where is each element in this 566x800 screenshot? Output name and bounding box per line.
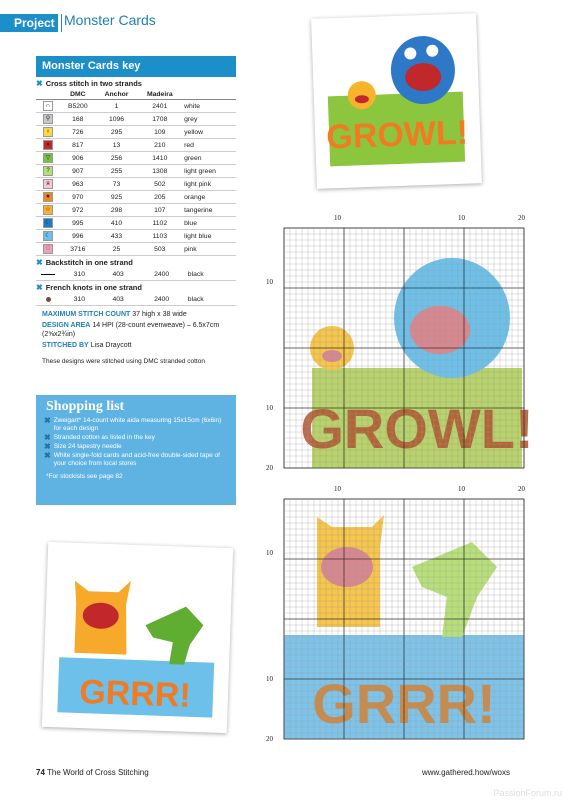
growl-card-photo bbox=[311, 13, 482, 189]
key-table bbox=[36, 90, 236, 256]
symbol-swatch: я bbox=[43, 179, 53, 189]
item-text: Size 24 tapestry needle bbox=[53, 443, 122, 450]
stockists-note: *For stockists see page 82 bbox=[46, 473, 123, 480]
symbol-swatch: ☆ bbox=[43, 205, 53, 215]
symbol-swatch: ★ bbox=[43, 192, 53, 202]
chart2-top-10b: 10 bbox=[458, 485, 465, 493]
design-info bbox=[42, 310, 242, 368]
key-row bbox=[36, 243, 236, 256]
msc-label: MAXIMUM STITCH COUNT bbox=[42, 311, 131, 318]
backstitch-label: Backstitch in one strand bbox=[45, 258, 133, 267]
dmc-code: 996 bbox=[60, 230, 96, 243]
cross-icon: ✖ bbox=[44, 416, 51, 425]
page-footer-left bbox=[36, 768, 149, 777]
madeira-code: 1103 bbox=[137, 230, 182, 243]
page-number: 74 bbox=[36, 768, 45, 777]
list-item bbox=[44, 452, 228, 468]
french-knot-heading bbox=[36, 281, 236, 294]
cross-icon: ✖ bbox=[36, 258, 43, 267]
cross-stitch-heading bbox=[36, 77, 236, 90]
anchor-code: 13 bbox=[96, 139, 138, 152]
madeira-code: 210 bbox=[137, 139, 182, 152]
french-knot-label: French knots in one strand bbox=[45, 283, 142, 292]
symbol-swatch: ♀ bbox=[43, 127, 53, 137]
chart2-top-20: 20 bbox=[518, 485, 525, 493]
chart2-top-10a: 10 bbox=[334, 485, 341, 493]
anchor-code: 25 bbox=[96, 243, 138, 256]
madeira-code: 503 bbox=[137, 243, 182, 256]
item-text: Zweigart* 14-count white aida measuring 15x15cm (6x6in) for each design bbox=[53, 417, 222, 432]
madeira-code: 109 bbox=[137, 126, 182, 139]
backstitch-symbol bbox=[36, 269, 60, 281]
backstitch-table bbox=[36, 269, 236, 281]
dmc-code: 907 bbox=[60, 165, 96, 178]
bs-name: black bbox=[186, 269, 236, 281]
cross-icon: ✖ bbox=[44, 442, 51, 451]
growl-chart-grid bbox=[272, 218, 534, 473]
chart2-letters: GRRR! bbox=[312, 672, 496, 735]
list-item bbox=[44, 417, 228, 433]
item-text: White single-fold cards and acid-free double-sided tape of your choice from local stores bbox=[53, 452, 220, 467]
madeira-code: 1102 bbox=[137, 217, 182, 230]
name-header bbox=[182, 90, 236, 100]
growl-chart bbox=[266, 214, 534, 473]
colour-name: pink bbox=[182, 243, 236, 256]
key-row bbox=[36, 139, 236, 152]
footer-url: www.gathered.how/woxs bbox=[421, 768, 510, 777]
thread-symbol bbox=[36, 126, 60, 139]
madeira-code: 1708 bbox=[137, 113, 182, 126]
colour-name: green bbox=[182, 152, 236, 165]
cross-icon: ✖ bbox=[44, 451, 51, 460]
header-divider bbox=[61, 14, 62, 32]
card2-letters: GRRR! bbox=[78, 673, 192, 715]
dmc-code: B5200 bbox=[60, 100, 96, 113]
msc-value: 37 high x 38 wide bbox=[132, 311, 187, 318]
grrr-chart-grid bbox=[272, 487, 534, 745]
chart1-top-10a: 10 bbox=[334, 214, 341, 222]
design-area-label: DESIGN AREA bbox=[42, 322, 91, 329]
madeira-code: 2401 bbox=[137, 100, 182, 113]
fk-anchor: 403 bbox=[99, 294, 138, 306]
shopping-list bbox=[36, 395, 236, 505]
anchor-code: 73 bbox=[96, 178, 138, 191]
dmc-code: 972 bbox=[60, 204, 96, 217]
page-title: Monster Cards bbox=[64, 12, 156, 28]
chart1-top-10b: 10 bbox=[458, 214, 465, 222]
bs-anchor: 403 bbox=[99, 269, 138, 281]
symbol-swatch: ▽ bbox=[43, 153, 53, 163]
item-text: Stranded cotton as listed in the key bbox=[53, 434, 155, 441]
list-item bbox=[44, 443, 228, 451]
stitched-by-label: STITCHED BY bbox=[42, 342, 89, 349]
magazine-name: The World of Cross Stitching bbox=[46, 768, 149, 777]
grid-lines bbox=[284, 499, 524, 739]
key-row bbox=[36, 100, 236, 113]
thread-symbol bbox=[36, 204, 60, 217]
colour-name: grey bbox=[182, 113, 236, 126]
key-row bbox=[36, 178, 236, 191]
line-icon bbox=[41, 274, 55, 275]
key-row bbox=[36, 165, 236, 178]
fk-name: black bbox=[186, 294, 236, 306]
key-row bbox=[36, 204, 236, 217]
key-title: Monster Cards key bbox=[36, 56, 236, 77]
design-area-value: 14 HPI (28-count evenweave) – 6.5x7cm (2⅝x2¾in) bbox=[42, 322, 220, 338]
thread-symbol bbox=[36, 113, 60, 126]
anchor-code: 295 bbox=[96, 126, 138, 139]
symbol-swatch: ∩ bbox=[43, 101, 53, 111]
anchor-header: Anchor bbox=[96, 90, 138, 100]
thread-symbol bbox=[36, 217, 60, 230]
fk-madeira: 2400 bbox=[138, 294, 186, 306]
cross-stitch-label: Cross stitch in two strands bbox=[45, 79, 142, 88]
thread-symbol bbox=[36, 100, 60, 113]
dmc-header: DMC bbox=[60, 90, 96, 100]
dmc-code: 726 bbox=[60, 126, 96, 139]
symbol-swatch: ⚲ bbox=[43, 114, 53, 124]
growl-card-art bbox=[311, 13, 482, 189]
key-row bbox=[36, 126, 236, 139]
key-panel bbox=[36, 56, 236, 306]
grrr-card-photo bbox=[42, 542, 233, 733]
madeira-code: 107 bbox=[137, 204, 182, 217]
dmc-code: 963 bbox=[60, 178, 96, 191]
colour-name: light blue bbox=[182, 230, 236, 243]
grid-lines bbox=[284, 228, 524, 468]
anchor-code: 256 bbox=[96, 152, 138, 165]
symbol-swatch: ? bbox=[43, 166, 53, 176]
colour-name: orange bbox=[182, 191, 236, 204]
dot-icon bbox=[46, 297, 51, 302]
shopping-items bbox=[36, 417, 236, 468]
thread-symbol bbox=[36, 230, 60, 243]
grrr-chart bbox=[266, 485, 534, 745]
thread-note: These designs were stitched using DMC stranded cotton bbox=[42, 358, 205, 365]
madeira-code: 502 bbox=[137, 178, 182, 191]
bs-dmc: 310 bbox=[60, 269, 99, 281]
key-row bbox=[36, 191, 236, 204]
bs-madeira: 2400 bbox=[138, 269, 186, 281]
madeira-header: Madeira bbox=[137, 90, 182, 100]
colour-name: light green bbox=[182, 165, 236, 178]
green-monster bbox=[144, 605, 204, 665]
chart1-letters: GROWL! bbox=[300, 397, 534, 460]
cross-icon: ✖ bbox=[36, 283, 43, 292]
chart2-left-20: 20 bbox=[266, 735, 273, 743]
madeira-code: 1308 bbox=[137, 165, 182, 178]
sym-header bbox=[36, 90, 60, 100]
french-knot-symbol bbox=[36, 294, 60, 306]
dmc-code: 168 bbox=[60, 113, 96, 126]
thread-symbol bbox=[36, 178, 60, 191]
watermark: PassionForum.ru bbox=[493, 788, 562, 798]
fk-dmc: 310 bbox=[60, 294, 99, 306]
anchor-code: 925 bbox=[96, 191, 138, 204]
madeira-code: 1410 bbox=[137, 152, 182, 165]
key-row bbox=[36, 230, 236, 243]
french-knot-table bbox=[36, 294, 236, 306]
thread-symbol bbox=[36, 152, 60, 165]
card1-letters: GROWL! bbox=[325, 113, 469, 157]
anchor-code: 1 bbox=[96, 100, 138, 113]
dmc-code: 817 bbox=[60, 139, 96, 152]
chart1-left-10b: 10 bbox=[266, 404, 273, 412]
grrr-card-art bbox=[42, 542, 233, 733]
dmc-code: 995 bbox=[60, 217, 96, 230]
chart2-left-10b: 10 bbox=[266, 675, 273, 683]
key-row bbox=[36, 152, 236, 165]
list-item bbox=[44, 434, 228, 442]
chart1-left-10a: 10 bbox=[266, 278, 273, 286]
cross-icon: ✖ bbox=[44, 433, 51, 442]
stitched-by-value: Lisa Draycott bbox=[90, 342, 132, 349]
colour-name: yellow bbox=[182, 126, 236, 139]
chart1-left-20: 20 bbox=[266, 464, 273, 472]
section-tag: Project bbox=[0, 14, 58, 32]
chart2-left-10a: 10 bbox=[266, 549, 273, 557]
shopping-title: Shopping list bbox=[46, 399, 125, 414]
anchor-code: 298 bbox=[96, 204, 138, 217]
symbol-swatch: ♡ bbox=[43, 244, 53, 254]
colour-name: tangerine bbox=[182, 204, 236, 217]
dmc-code: 3716 bbox=[60, 243, 96, 256]
chart1-top-20: 20 bbox=[518, 214, 525, 222]
anchor-code: 1096 bbox=[96, 113, 138, 126]
colour-name: blue bbox=[182, 217, 236, 230]
colour-name: white bbox=[182, 100, 236, 113]
thread-symbol bbox=[36, 139, 60, 152]
colour-name: red bbox=[182, 139, 236, 152]
anchor-code: 433 bbox=[96, 230, 138, 243]
key-row bbox=[36, 113, 236, 126]
symbol-swatch: ☾ bbox=[43, 231, 53, 241]
anchor-code: 410 bbox=[96, 217, 138, 230]
dmc-code: 906 bbox=[60, 152, 96, 165]
symbol-swatch: ♦ bbox=[43, 140, 53, 150]
backstitch-heading bbox=[36, 256, 236, 269]
madeira-code: 205 bbox=[137, 191, 182, 204]
cross-icon: ✖ bbox=[36, 79, 43, 88]
thread-symbol bbox=[36, 191, 60, 204]
anchor-code: 255 bbox=[96, 165, 138, 178]
colour-name: light pink bbox=[182, 178, 236, 191]
dmc-code: 970 bbox=[60, 191, 96, 204]
thread-symbol bbox=[36, 165, 60, 178]
symbol-swatch: ☾ bbox=[43, 218, 53, 228]
key-row bbox=[36, 217, 236, 230]
thread-symbol bbox=[36, 243, 60, 256]
